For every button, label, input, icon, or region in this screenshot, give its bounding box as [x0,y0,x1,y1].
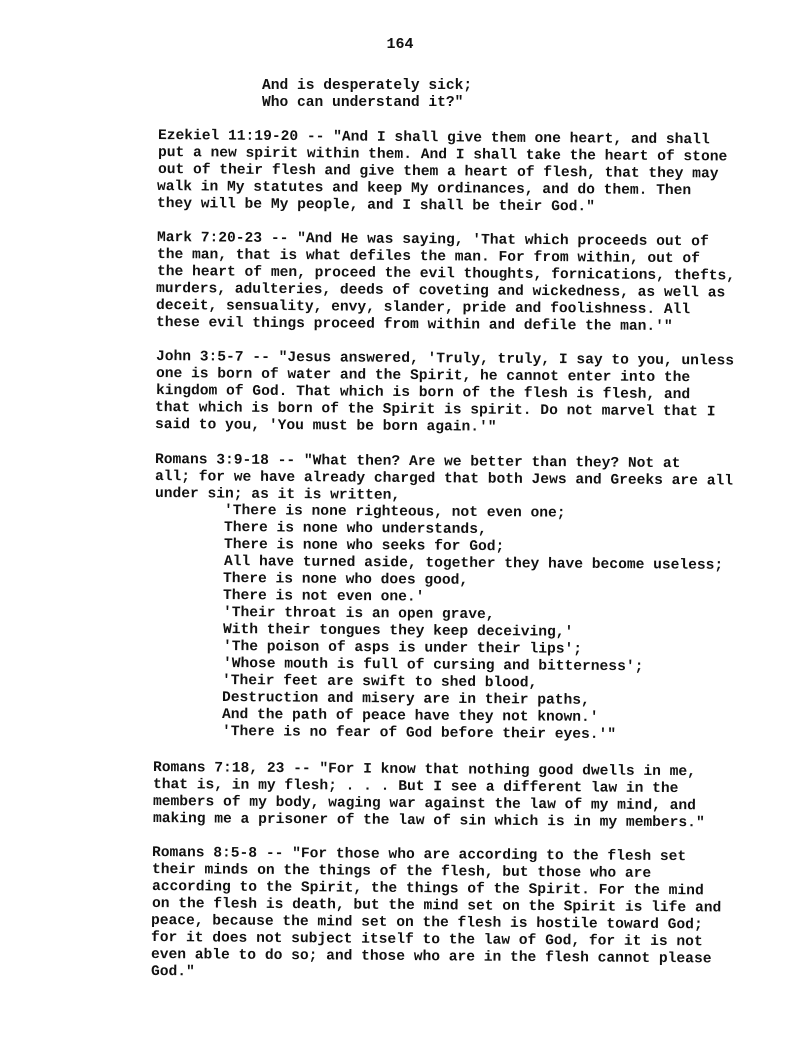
verse-line: There is none who understands, [223,520,487,539]
text-line: And is desperately sick; [262,78,473,94]
verse-line: There is not even one.' [222,588,425,606]
text-line: Romans 7:18, 23 -- "For I know that nothing good dwells in me, [152,760,697,781]
text-line: the heart of men, proceed the evil thoughts, fornications, thefts, [156,264,736,285]
verse-line: There is none who does good, [222,571,469,589]
text-line: on the flesh is death, but the mind set on the Spirit is life and [151,896,722,917]
text-line: kingdom of God. That which is born of the flesh is flesh, and [155,383,691,404]
text-line: that which is born of the Spirit is spirit. Do not marvel that I [154,400,716,421]
verse-line: 'There is none righteous, not even one; [223,503,566,522]
text-line: these evil things proceed from within and defile the man.'" [155,315,673,336]
text-line: for it does not subject itself to the law of God, for it is not [150,930,703,951]
text-line: Mark 7:20-23 -- "And He was saying, 'That which proceeds out of [156,230,709,251]
text-line: their minds on the things of the flesh, but those who are [151,862,652,882]
text-line: said to you, 'You must be born again.'" [154,417,497,436]
text-line: they will be My people, and I shall be their God." [156,196,595,216]
verse-line: Destruction and misery are in their paths, [221,690,590,709]
verse-line: 'The poison of asps is under their lips'; [222,639,583,658]
text-line: members of my body, waging war against the law of my mind, and [152,794,697,815]
text-line: Romans 8:5-8 -- "For those who are according to the flesh set [151,845,687,866]
text-line: even able to do so; and those who are in the flesh cannot please [150,947,712,968]
verse-line: 'Their feet are swift to shed blood, [221,673,538,692]
text-line: God." [150,964,195,981]
text-line: deceit, sensuality, envy, slander, pride and foolishness. All [155,298,691,319]
text-line: peace, because the mind set on the flesh is hostile toward God; [150,913,703,934]
page-number: 164 [386,36,414,53]
text-line: Ezekiel 11:19-20 -- "And I shall give them one heart, and shall [157,128,710,149]
text-line: put a new spirit within them. And I shall take the heart of stone [157,145,728,166]
text-line: making me a prisoner of the law of sin which is in my members." [152,811,705,832]
text-line: Romans 3:9-18 -- "What then? Are we better than they? Not at [154,452,681,473]
text-line: Who can understand it?" [262,95,464,111]
text-line: one is born of water and the Spirit, he cannot enter into the [155,366,691,387]
verse-line: All have turned aside, together they have become useless; [223,554,724,574]
text-line: the man, that is what defiles the man. For from within, out of [156,247,701,268]
verse-line: There is none who seeks for God; [223,537,505,556]
text-line: walk in My statutes and keep My ordinances, and do them. Then [156,179,692,200]
verse-line: With their tongues they keep deceiving,' [222,622,574,641]
text-line: John 3:5-7 -- "Jesus answered, 'Truly, truly, I say to you, unless [155,349,735,370]
text-line: murders, adulteries, deeds of coveting and wickedness, as well as [155,281,726,302]
text-line: according to the Spirit, the things of the Spirit. For the mind [151,879,704,900]
verse-line: 'Whose mouth is full of cursing and bitterness'; [222,656,644,676]
verse-line: 'Their throat is an open grave, [222,605,495,624]
verse-line: And the path of peace have they not known.' [221,707,599,726]
text-line: out of their flesh and give them a heart of flesh, that they may [157,162,719,183]
text-line: under sin; as it is written, [154,486,401,504]
text-line: all; for we have already charged that both Jews and Greeks are all [154,469,734,490]
verse-line: 'There is no fear of God before their eyes.'" [221,724,617,744]
text-line: that is, in my flesh; . . . But I see a different law in the [152,777,679,798]
